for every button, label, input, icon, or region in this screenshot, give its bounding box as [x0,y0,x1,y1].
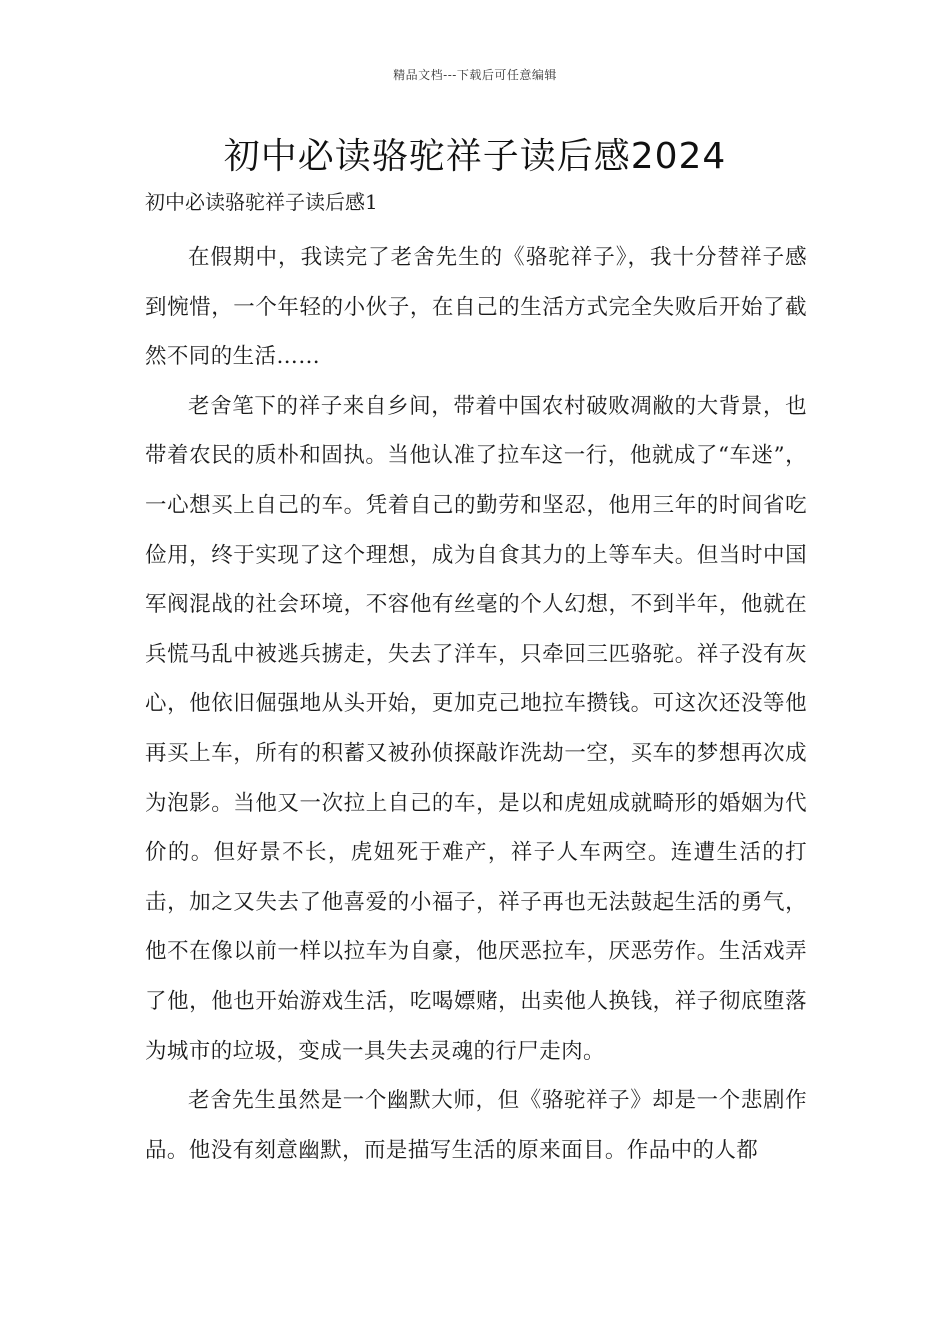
document-title: 初中必读骆驼祥子读后感2024 [223,136,727,177]
document-body [145,233,807,1175]
header-note: 精品文档---下载后可任意编辑 [393,68,557,82]
section-subtitle: 初中必读骆驼祥子读后感1 [145,190,378,214]
paragraph-1: 在假期中，我读完了老舍先生的《骆驼祥子》，我十分替祥子感到惋惜，一个年轻的小伙子，在自己的生活方式完全失败后开始了截然不同的生活…… [145,245,807,370]
paragraph-3: 老舍先生虽然是一个幽默大师，但《骆驼祥子》却是一个悲剧作品。他没有刻意幽默，而是描写生活的原来面目。作品中的人都 [145,1088,807,1163]
paragraph-2: 老舍笔下的祥子来自乡间，带着中国农村破败凋敝的大背景，也带着农民的质朴和固执。当他认准了拉车这一行，他就成了“车迷”，一心想买上自己的车。凭着自己的勤劳和坚忍，他用三年的时间省吃俭用，终于实现了这个理想，成为自食其力的上等车夫。但当时中国军阀混战的社会环境，不容他有丝毫的个人幻想，不到半年，他就在兵慌马乱中被逃兵掳走，失去了洋车，只牵回三匹骆驼。祥子没有灰心，他依旧倔强地从头开始，更加克己地拉车攒钱。可这次还没等他再买上车，所有的积蓄又被孙侦探敲诈洗劫一空，买车的梦想再次成为泡影。当他又一次拉上自己的车，是以和虎妞成就畸形的婚姻为代价的。但好景不长，虎妞死于难产，祥子人车两空。连遭生活的打击，加之又失去了他喜爱的小福子，祥子再也无法鼓起生活的勇气，他不在像以前一样以拉车为自豪，他厌恶拉车，厌恶劳作。生活戏弄了他，他也开始游戏生活，吃喝嫖赌，出卖他人换钱，祥子彻底堕落为城市的垃圾，变成一具失去灵魂的行尸走肉。 [145,393,807,1064]
